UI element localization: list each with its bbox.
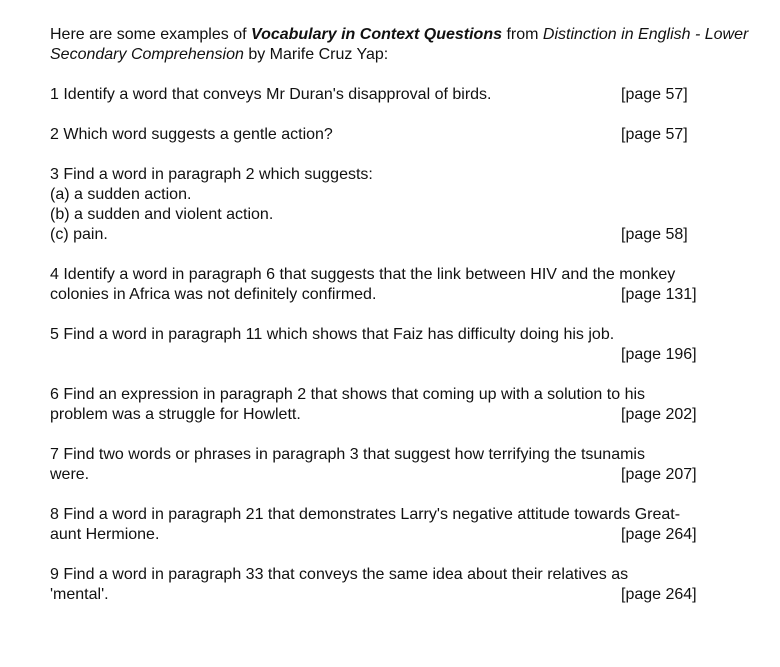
question-text: 'mental'. [50, 586, 109, 603]
question-line [50, 405, 760, 425]
intro-middle: from [502, 26, 543, 43]
question-list [50, 85, 760, 605]
question-line [50, 385, 760, 405]
question-text: 2 Which word suggests a gentle action? [50, 126, 333, 143]
question-item [50, 445, 760, 485]
question-line [50, 445, 760, 465]
question-line [50, 585, 760, 605]
question-text: 7 Find two words or phrases in paragraph 3 that suggest how terrifying the tsunamis [50, 446, 645, 463]
question-line [50, 465, 760, 485]
question-text: were. [50, 466, 90, 483]
page-reference: [page 131] [621, 286, 697, 303]
intro-topic: Vocabulary in Context Questions [250, 26, 502, 43]
question-text: aunt Hermione. [50, 526, 160, 543]
question-line [50, 345, 760, 365]
intro-paragraph [50, 25, 760, 65]
page-reference: [page 202] [621, 406, 697, 423]
question-line [50, 225, 760, 245]
question-line [50, 505, 760, 525]
question-text: (c) pain. [50, 226, 108, 243]
question-text: problem was a struggle for Howlett. [50, 406, 301, 423]
question-text: 8 Find a word in paragraph 21 that demonstrates Larry's negative attitude towards Great- [50, 506, 681, 523]
intro-suffix: by Marife Cruz Yap: [243, 46, 389, 63]
question-line [50, 325, 760, 345]
page-reference: [page 196] [621, 346, 697, 363]
question-line [50, 265, 760, 285]
question-line [50, 285, 760, 305]
question-text: 6 Find an expression in paragraph 2 that shows that coming up with a solution to his [50, 386, 646, 403]
question-item [50, 505, 760, 545]
question-item [50, 565, 760, 605]
question-text: 9 Find a word in paragraph 33 that conveys the same idea about their relatives as [50, 566, 629, 583]
question-item [50, 265, 760, 305]
question-line [50, 85, 760, 105]
question-line [50, 165, 760, 185]
question-item [50, 85, 760, 105]
question-item [50, 385, 760, 425]
question-text: 5 Find a word in paragraph 11 which shows that Faiz has difficulty doing his job. [50, 326, 615, 343]
page-reference: [page 264] [621, 586, 697, 603]
question-line [50, 125, 760, 145]
page-reference: [page 58] [621, 226, 688, 243]
question-text: 4 Identify a word in paragraph 6 that suggests that the link between HIV and the monkey [50, 266, 676, 283]
page-reference: [page 264] [621, 526, 697, 543]
page-reference: [page 207] [621, 466, 697, 483]
question-text: colonies in Africa was not definitely confirmed. [50, 286, 377, 303]
question-text: (b) a sudden and violent action. [50, 206, 274, 223]
question-line [50, 565, 760, 585]
question-line [50, 525, 760, 545]
question-item [50, 325, 760, 365]
intro-prefix: Here are some examples of [50, 26, 251, 43]
page-reference: [page 57] [621, 126, 688, 143]
question-line [50, 185, 760, 205]
question-text: (a) a sudden action. [50, 186, 192, 203]
document-body [50, 25, 760, 625]
question-item [50, 165, 760, 245]
intro-book-title: Distinction in English - Lower Secondary Comprehension [50, 26, 749, 63]
question-text: 1 Identify a word that conveys Mr Duran's disapproval of birds. [50, 86, 492, 103]
question-item [50, 125, 760, 145]
question-line [50, 205, 760, 225]
question-text: 3 Find a word in paragraph 2 which suggests: [50, 166, 373, 183]
page-reference: [page 57] [621, 86, 688, 103]
